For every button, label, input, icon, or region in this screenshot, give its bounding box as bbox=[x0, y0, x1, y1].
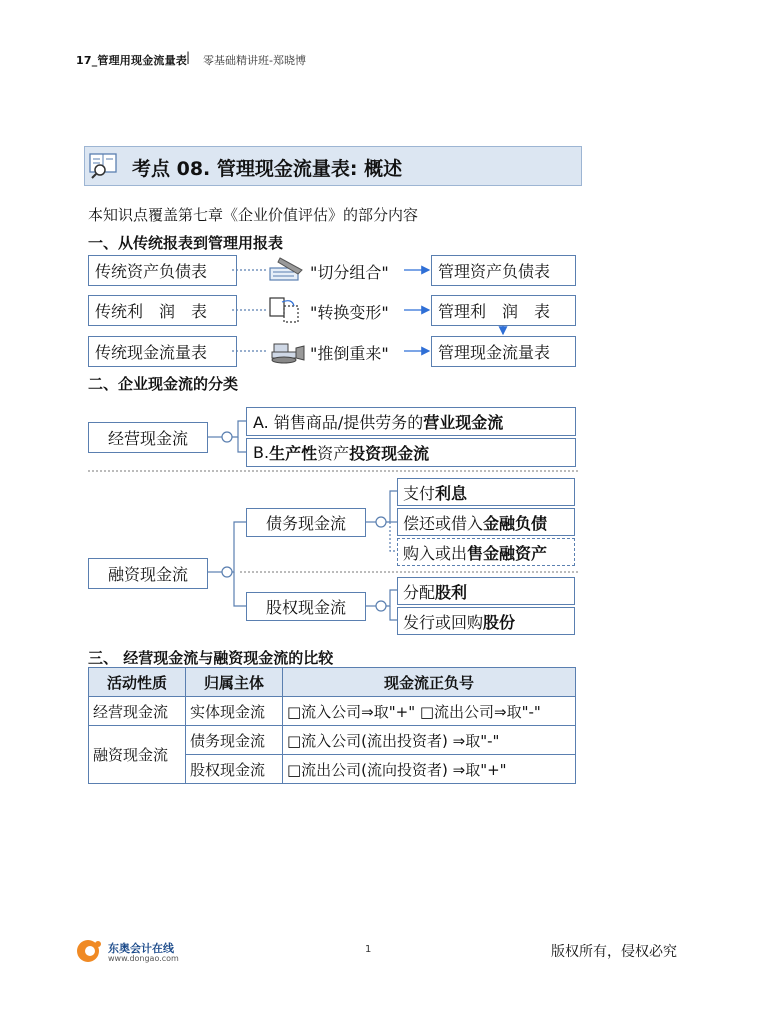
doc-subtitle: 零基础精讲班-郑晓博 bbox=[203, 54, 306, 67]
table-row bbox=[89, 697, 576, 726]
intro-text: 本知识点覆盖第七章《企业价值评估》的部分内容 bbox=[88, 206, 419, 224]
box-label: 管理资产负债表 bbox=[438, 262, 551, 281]
section1-heading: 一、从传统报表到管理用报表 bbox=[88, 234, 284, 252]
box-label: 经营现金流 bbox=[107, 429, 188, 448]
header-cell: 现金流正负号 bbox=[283, 668, 576, 697]
page-number: 1 bbox=[365, 944, 372, 955]
operating-b-bold1: 生产性 bbox=[269, 444, 318, 463]
operating-b-bold2: 投资现金流 bbox=[349, 444, 430, 463]
operating-a-bold: 营业现金流 bbox=[423, 413, 504, 432]
item-prefix: 偿还或借入 bbox=[403, 513, 484, 533]
operating-a-prefix: A. 销售商品/提供劳务的 bbox=[253, 413, 424, 432]
header-separator: | bbox=[186, 50, 191, 64]
section3-heading: 三、 经营现金流与融资现金流的比较 bbox=[88, 649, 334, 667]
section2-heading: 二、企业现金流的分类 bbox=[88, 375, 239, 393]
table-header-row bbox=[89, 668, 576, 697]
item-prefix: 分配 bbox=[403, 582, 436, 602]
table-cell: □流入公司(流出投资者) ⇒取"-" bbox=[283, 726, 576, 755]
box-label: 传统利 润 表 bbox=[95, 302, 208, 321]
action-label-split: "切分组合" bbox=[310, 263, 389, 282]
operating-b-mid: 资产 bbox=[317, 444, 350, 463]
table-cell: 经营现金流 bbox=[89, 697, 186, 726]
item-bold: 利息 bbox=[435, 483, 468, 503]
item-bold: 股份 bbox=[483, 612, 516, 632]
box-label: 传统现金流量表 bbox=[95, 343, 208, 362]
box-label: 传统资产负债表 bbox=[95, 262, 208, 281]
item-bold: 金融负债 bbox=[483, 513, 548, 533]
action-label-rebuild: "推倒重来" bbox=[310, 344, 389, 363]
item-prefix: 发行或回购 bbox=[403, 612, 484, 632]
section-title: 考点 08. 管理现金流量表: 概述 bbox=[132, 158, 403, 180]
table-cell: 债务现金流 bbox=[186, 726, 283, 755]
footer-brand: 东奥会计在线 bbox=[108, 942, 174, 955]
box-label: 管理现金流量表 bbox=[438, 343, 551, 362]
comparison-table bbox=[88, 667, 576, 784]
box-label: 管理利 润 表 bbox=[438, 302, 551, 321]
item-bold: 股利 bbox=[435, 582, 468, 602]
table-cell: □流入公司⇒取"+" □流出公司⇒取"-" bbox=[283, 697, 576, 726]
item-prefix: 购入或出 bbox=[403, 543, 468, 563]
table-cell: □流出公司(流向投资者) ⇒取"+" bbox=[283, 755, 576, 784]
footer-url: www.dongao.com bbox=[108, 954, 179, 963]
item-bold: 售金融资产 bbox=[467, 543, 548, 563]
table-cell: 股权现金流 bbox=[186, 755, 283, 784]
table-cell: 实体现金流 bbox=[186, 697, 283, 726]
dongao-logo-icon bbox=[76, 938, 104, 964]
box-label: 债务现金流 bbox=[265, 514, 346, 533]
item-prefix: 支付 bbox=[403, 483, 436, 503]
header-cell: 归属主体 bbox=[186, 668, 283, 697]
action-label-transform: "转换变形" bbox=[310, 303, 389, 322]
box-label: 融资现金流 bbox=[107, 565, 188, 584]
operating-b-prefix: B. bbox=[253, 443, 270, 462]
table-cell: 融资现金流 bbox=[89, 726, 186, 784]
header-cell: 活动性质 bbox=[89, 668, 186, 697]
copyright-notice: 版权所有，侵权必究 bbox=[551, 944, 677, 960]
box-label: 股权现金流 bbox=[265, 598, 346, 617]
doc-title: 17_管理用现金流量表 bbox=[76, 54, 188, 67]
table-row bbox=[89, 726, 576, 755]
